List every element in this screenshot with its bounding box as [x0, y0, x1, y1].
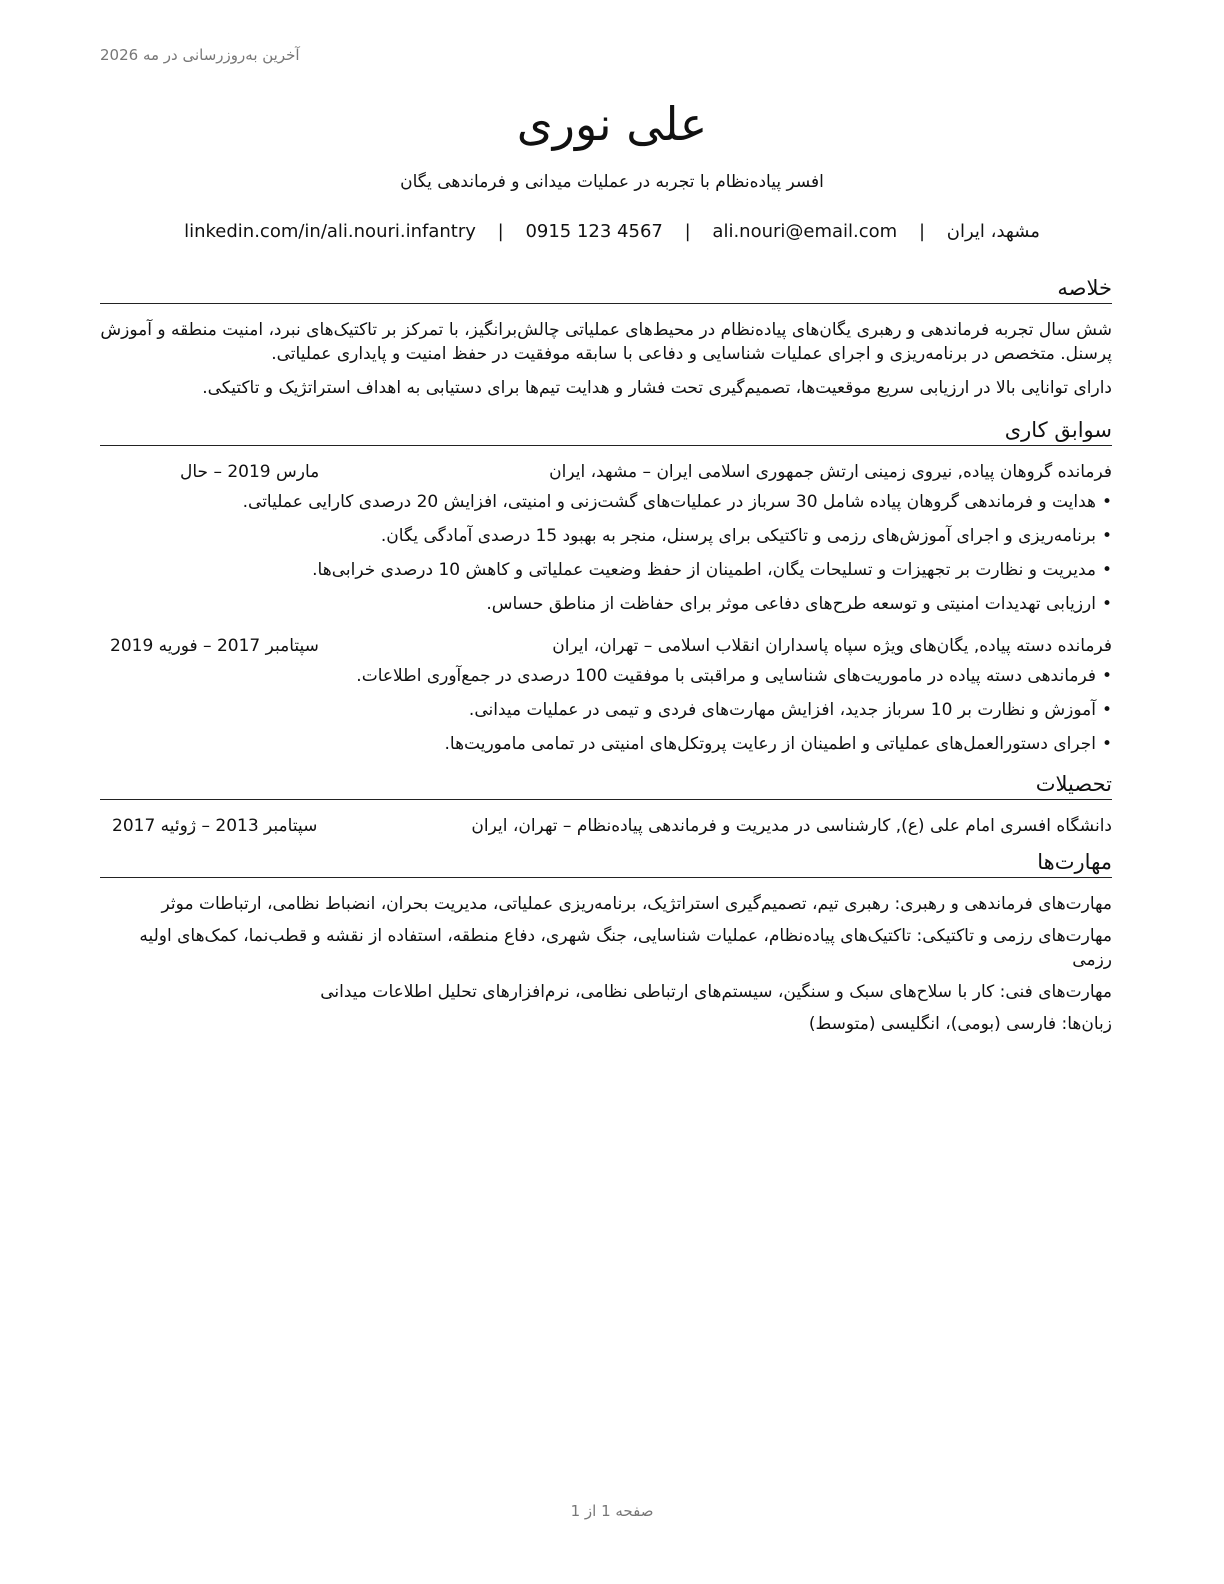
- list-item: • هدایت و فرماندهی گروهان پیاده شامل 30 سرباز در عملیات‌های گشت‌زنی و امنیتی، افزایش 20 درصدی کارایی عملیاتی.: [242, 492, 1112, 512]
- education-dates: سپتامبر 2013 – ژوئیه 2017: [112, 816, 318, 836]
- page-number: صفحه 1 از 1: [570, 1502, 654, 1520]
- resume-body: [100, 274, 1112, 1044]
- job-bullets: [100, 490, 1112, 616]
- list-item: • مدیریت و نظارت بر تجهیزات و تسلیحات یگان، اطمینان از حفظ وضعیت عملیاتی و کاهش 10 درصدی خرابی‌ها.: [312, 560, 1112, 580]
- skills-line: مهارت‌های فرماندهی و رهبری: رهبری تیم، تصمیم‌گیری استراتژیک، برنامه‌ریزی عملیاتی، مدیریت بحران، انضباط نظامی، ارتباطات موثر: [161, 894, 1112, 914]
- summary-paragraph: شش سال تجربه فرماندهی و رهبری یگان‌های پیاده‌نظام در محیط‌های عملیاتی چالش‌برانگیز، با تمرکز بر تاکتیک‌های نبرد، امنیت منطقه و آموزش پرسنل. متخصص در برنامه‌ریزی و اجرای عملیات شناسایی و دفاعی با سابقه موفقیت در حفظ امنیت و پایداری عملیاتی.: [100, 320, 1112, 364]
- skills-line: زبان‌ها: فارسی (بومی)، انگلیسی (متوسط): [808, 1014, 1112, 1034]
- job-dates: سپتامبر 2017 – فوریه 2019: [110, 636, 319, 656]
- linkedin-link[interactable]: linkedin.com/in/ali.nouri.infantry: [184, 221, 476, 242]
- list-item: • ارزیابی تهدیدات امنیتی و توسعه طرح‌های دفاعی موثر برای حفاظت از مناطق حساس.: [486, 594, 1112, 614]
- education-section: [100, 770, 1112, 838]
- bullet-icon: •: [1101, 560, 1112, 580]
- experience-section: [100, 416, 1112, 756]
- job-entry: [100, 460, 1112, 616]
- section-title-summary: خلاصه: [100, 274, 1112, 304]
- bullet-icon: •: [1101, 526, 1112, 546]
- bullet-icon: •: [1101, 492, 1112, 512]
- summary-section: [100, 274, 1112, 400]
- bullet-icon: •: [1101, 666, 1112, 686]
- section-title-skills: مهارت‌ها: [100, 848, 1112, 878]
- list-item: • اجرای دستورالعمل‌های عملیاتی و اطمینان از رعایت پروتکل‌های امنیتی در تمامی ماموریت‌ها.: [444, 734, 1112, 754]
- skills-line: مهارت‌های رزمی و تاکتیکی: تاکتیک‌های پیاده‌نظام، عملیات شناسایی، جنگ شهری، دفاع منطقه، استفاده از نقشه و قطب‌نما، کمک‌های اولیه رزمی: [139, 926, 1112, 970]
- job-bullets: [100, 664, 1112, 756]
- education-degree: دانشگاه افسری امام علی (ع), کارشناسی در مدیریت و فرماندهی پیاده‌نظام – تهران، ایران: [471, 816, 1112, 836]
- summary-paragraph: دارای توانایی بالا در ارزیابی سریع موقعیت‌ها، تصمیم‌گیری تحت فشار و هدایت تیم‌ها برای دستیابی به اهداف استراتژیک و تاکتیکی.: [202, 378, 1112, 398]
- skills-line: مهارت‌های فنی: کار با سلاح‌های سبک و سنگین، سیستم‌های ارتباطی نظامی، نرم‌افزارهای تحلیل اطلاعات میدانی: [320, 982, 1112, 1002]
- job-entry: [100, 634, 1112, 756]
- contact-line: [0, 219, 1224, 245]
- bullet-icon: •: [1101, 700, 1112, 720]
- list-item: • فرماندهی دسته پیاده در ماموریت‌های شناسایی و مراقبتی با موفقیت 100 درصدی در جمع‌آوری اطلاعات.: [356, 666, 1112, 686]
- bullet-icon: •: [1101, 594, 1112, 614]
- last-updated: آخرین به‌روزرسانی در مه 2026: [100, 46, 300, 64]
- list-item: • آموزش و نظارت بر 10 سرباز جدید، افزایش مهارت‌های فردی و تیمی در عملیات میدانی.: [468, 700, 1112, 720]
- section-title-experience: سوابق کاری: [100, 416, 1112, 446]
- location: مشهد، ایران: [946, 221, 1040, 242]
- section-title-education: تحصیلات: [100, 770, 1112, 800]
- email-link[interactable]: ali.nouri@email.com: [712, 221, 898, 242]
- job-role: فرمانده دسته پیاده, یگان‌های ویژه سپاه پاسداران انقلاب اسلامی – تهران، ایران: [552, 636, 1112, 656]
- education-entry: [100, 814, 1112, 838]
- job-role: فرمانده گروهان پیاده, نیروی زمینی ارتش جمهوری اسلامی ایران – مشهد، ایران: [549, 462, 1112, 482]
- person-name: علی نوری: [516, 97, 708, 151]
- contact-separator: |: [497, 221, 504, 242]
- job-dates: مارس 2019 – حال: [180, 462, 320, 482]
- list-item: • برنامه‌ریزی و اجرای آموزش‌های رزمی و تاکتیکی برای پرسنل، منجر به بهبود 15 درصدی آمادگی یگان.: [380, 526, 1112, 546]
- resume-header: [0, 96, 1224, 245]
- contact-separator: |: [684, 221, 691, 242]
- job-header: [100, 460, 1112, 484]
- phone-number: 0915 123 4567: [525, 221, 663, 242]
- skills-section: [100, 848, 1112, 1036]
- job-header: [100, 634, 1112, 658]
- bullet-icon: •: [1101, 734, 1112, 754]
- person-tagline: افسر پیاده‌نظام با تجربه در عملیات میدانی و فرماندهی یگان: [400, 172, 824, 192]
- contact-separator: |: [918, 221, 926, 242]
